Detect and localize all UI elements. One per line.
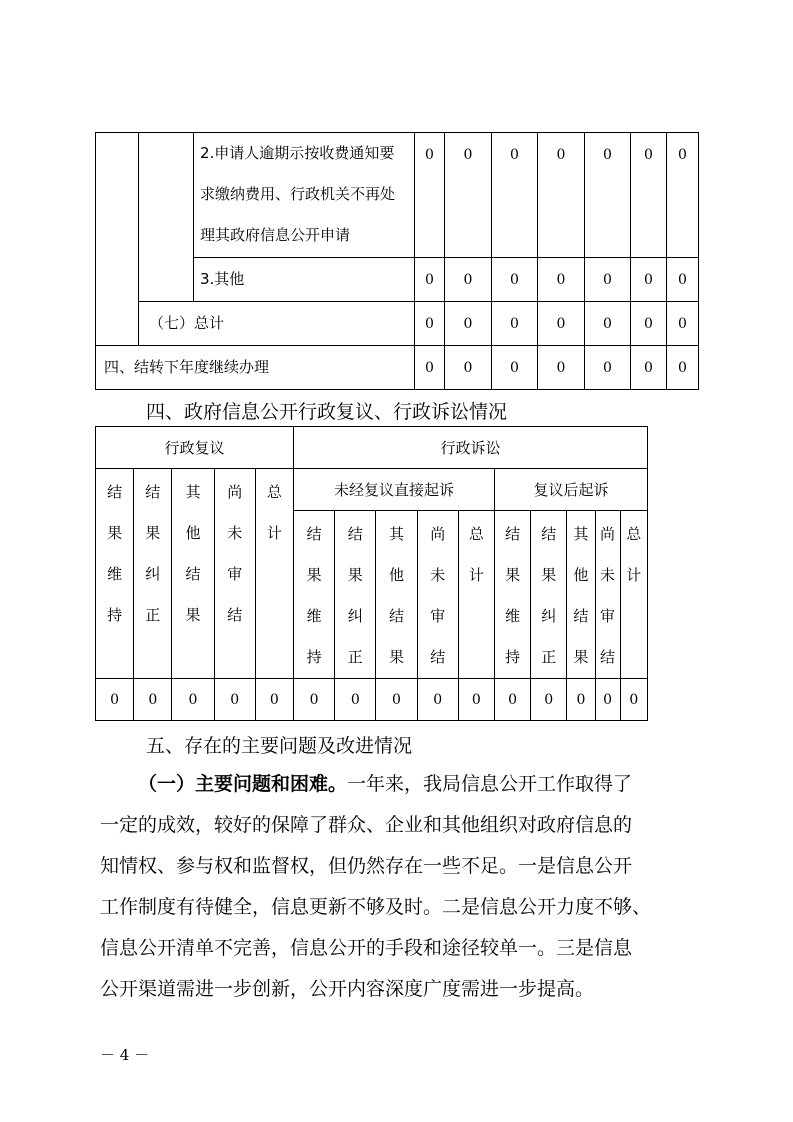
value-cell: 0	[445, 302, 492, 346]
problems-paragraph-first-line	[100, 764, 700, 805]
row-other-label: 3.其他	[194, 258, 415, 302]
value-cell: 0	[445, 133, 492, 258]
value-cell: 0	[415, 258, 445, 302]
value-cell: 0	[667, 346, 699, 390]
after-review-header: 复议后起诉	[494, 469, 647, 511]
direct-col-upheld	[293, 511, 334, 679]
row-carryover-label: 四、结转下年度继续办理	[96, 346, 415, 390]
glyph: 果	[185, 606, 201, 624]
glyph: 持	[306, 648, 322, 666]
glyph: 尚	[600, 525, 616, 543]
glyph: 未	[600, 566, 616, 584]
glyph: 尚	[227, 483, 243, 501]
value-cell: 0	[585, 302, 631, 346]
glyph: 计	[266, 524, 282, 542]
review-header: 行政复议	[96, 427, 294, 469]
value-cell: 0	[415, 302, 445, 346]
value-cell: 0	[492, 302, 538, 346]
glyph: 结	[573, 607, 589, 625]
value-cell: 0	[214, 679, 255, 721]
glyph: 未	[227, 524, 243, 542]
glyph: 正	[347, 648, 363, 666]
section-5-title: 五、存在的主要问题及改进情况	[146, 735, 413, 757]
merged-subcategory-cell	[139, 133, 194, 302]
value-cell: 0	[293, 679, 334, 721]
statistics-table-continued	[95, 132, 699, 390]
row-overdue-label-line: 理其政府信息公开申请	[200, 226, 351, 244]
row-overdue-label-line: 2.申请人逾期示按收费通知要	[200, 144, 395, 162]
review-col-corrected	[134, 469, 172, 679]
glyph: 纠	[541, 607, 557, 625]
glyph: 持	[505, 648, 521, 666]
glyph: 果	[573, 648, 589, 666]
value-cell: 0	[595, 679, 620, 721]
after-col-total	[620, 511, 647, 679]
glyph: 总	[266, 483, 282, 501]
merged-category-cell	[96, 133, 139, 346]
value-cell: 0	[494, 679, 530, 721]
value-cell: 0	[667, 133, 699, 258]
glyph: 审	[430, 607, 446, 625]
glyph: 结	[541, 525, 557, 543]
value-cell: 0	[538, 133, 585, 258]
value-cell: 0	[667, 258, 699, 302]
review-col-total	[255, 469, 293, 679]
value-cell: 0	[667, 302, 699, 346]
glyph: 果	[541, 566, 557, 584]
value-cell: 0	[415, 346, 445, 390]
direct-col-pending	[417, 511, 458, 679]
problems-line: 一定的成效，较好的保障了群众、企业和其他组织对政府信息的	[100, 814, 633, 836]
section-4-title: 四、政府信息公开行政复议、行政诉讼情况	[146, 401, 508, 423]
value-cell: 0	[417, 679, 458, 721]
problems-body-first: 一年来，我局信息公开工作取得了	[347, 773, 633, 795]
direct-lawsuit-header: 未经复议直接起诉	[293, 469, 494, 511]
glyph: 结	[185, 565, 201, 583]
row-overdue-label	[194, 133, 415, 258]
value-cell: 0	[538, 346, 585, 390]
glyph: 果	[347, 566, 363, 584]
value-cell: 0	[567, 679, 595, 721]
after-col-pending	[595, 511, 620, 679]
problems-line: 工作制度有待健全，信息更新不够及时。二是信息公开力度不够、	[100, 896, 652, 918]
glyph: 果	[388, 648, 404, 666]
glyph: 维	[505, 607, 521, 625]
value-cell: 0	[631, 346, 667, 390]
value-cell: 0	[458, 679, 494, 721]
glyph: 结	[227, 606, 243, 624]
glyph: 结	[505, 525, 521, 543]
problems-line: 知情权、参与权和监督权，但仍然存在一些不足。一是信息公开	[100, 855, 633, 877]
problems-line: 公开渠道需进一步创新，公开内容深度广度需进一步提高。	[100, 978, 595, 1000]
value-cell: 0	[531, 679, 567, 721]
after-col-upheld	[494, 511, 530, 679]
review-col-other	[172, 469, 214, 679]
value-cell: 0	[585, 133, 631, 258]
value-cell: 0	[631, 302, 667, 346]
review-col-upheld	[96, 469, 134, 679]
value-cell: 0	[585, 258, 631, 302]
value-cell: 0	[445, 346, 492, 390]
value-cell: 0	[620, 679, 647, 721]
after-col-corrected	[531, 511, 567, 679]
glyph: 正	[541, 648, 557, 666]
glyph: 果	[107, 524, 123, 542]
glyph: 正	[145, 606, 161, 624]
glyph: 结	[430, 648, 446, 666]
glyph: 维	[107, 565, 123, 583]
value-cell: 0	[415, 133, 445, 258]
glyph: 总	[626, 525, 642, 543]
value-cell: 0	[172, 679, 214, 721]
glyph: 纠	[145, 565, 161, 583]
review-col-pending	[214, 469, 255, 679]
value-cell: 0	[376, 679, 417, 721]
value-cell: 0	[445, 258, 492, 302]
value-cell: 0	[96, 679, 134, 721]
glyph: 计	[626, 566, 642, 584]
value-cell: 0	[492, 133, 538, 258]
glyph: 未	[430, 566, 446, 584]
page-number: － 4 －	[100, 1046, 150, 1064]
direct-col-total	[458, 511, 494, 679]
direct-col-corrected	[335, 511, 376, 679]
review-litigation-table	[95, 426, 648, 721]
glyph: 其	[388, 525, 404, 543]
value-cell: 0	[134, 679, 172, 721]
litigation-header: 行政诉讼	[293, 427, 647, 469]
row-total-label: （七）总计	[139, 302, 415, 346]
problems-line: 信息公开清单不完善，信息公开的手段和途径较单一。三是信息	[100, 937, 633, 959]
value-cell: 0	[631, 133, 667, 258]
glyph: 纠	[347, 607, 363, 625]
glyph: 结	[107, 483, 123, 501]
value-cell: 0	[335, 679, 376, 721]
value-cell: 0	[492, 346, 538, 390]
value-cell: 0	[492, 258, 538, 302]
glyph: 维	[306, 607, 322, 625]
glyph: 其	[573, 525, 589, 543]
glyph: 结	[600, 648, 616, 666]
glyph: 审	[600, 607, 616, 625]
value-cell: 0	[255, 679, 293, 721]
glyph: 审	[227, 565, 243, 583]
value-cell: 0	[538, 302, 585, 346]
glyph: 计	[468, 566, 484, 584]
glyph: 持	[107, 606, 123, 624]
glyph: 果	[505, 566, 521, 584]
after-col-other	[567, 511, 595, 679]
direct-col-other	[376, 511, 417, 679]
glyph: 结	[347, 525, 363, 543]
glyph: 结	[306, 525, 322, 543]
row-overdue-label-line: 求缴纳费用、行政机关不再处	[200, 185, 396, 203]
glyph: 尚	[430, 525, 446, 543]
value-cell: 0	[631, 258, 667, 302]
glyph: 果	[306, 566, 322, 584]
glyph: 果	[145, 524, 161, 542]
value-cell: 0	[538, 258, 585, 302]
value-cell: 0	[585, 346, 631, 390]
glyph: 他	[573, 566, 589, 584]
glyph: 结	[388, 607, 404, 625]
glyph: 他	[388, 566, 404, 584]
glyph: 其	[185, 483, 201, 501]
glyph: 结	[145, 483, 161, 501]
glyph: 总	[468, 525, 484, 543]
glyph: 他	[185, 524, 201, 542]
problems-heading: （一）主要问题和困难。	[138, 773, 348, 795]
